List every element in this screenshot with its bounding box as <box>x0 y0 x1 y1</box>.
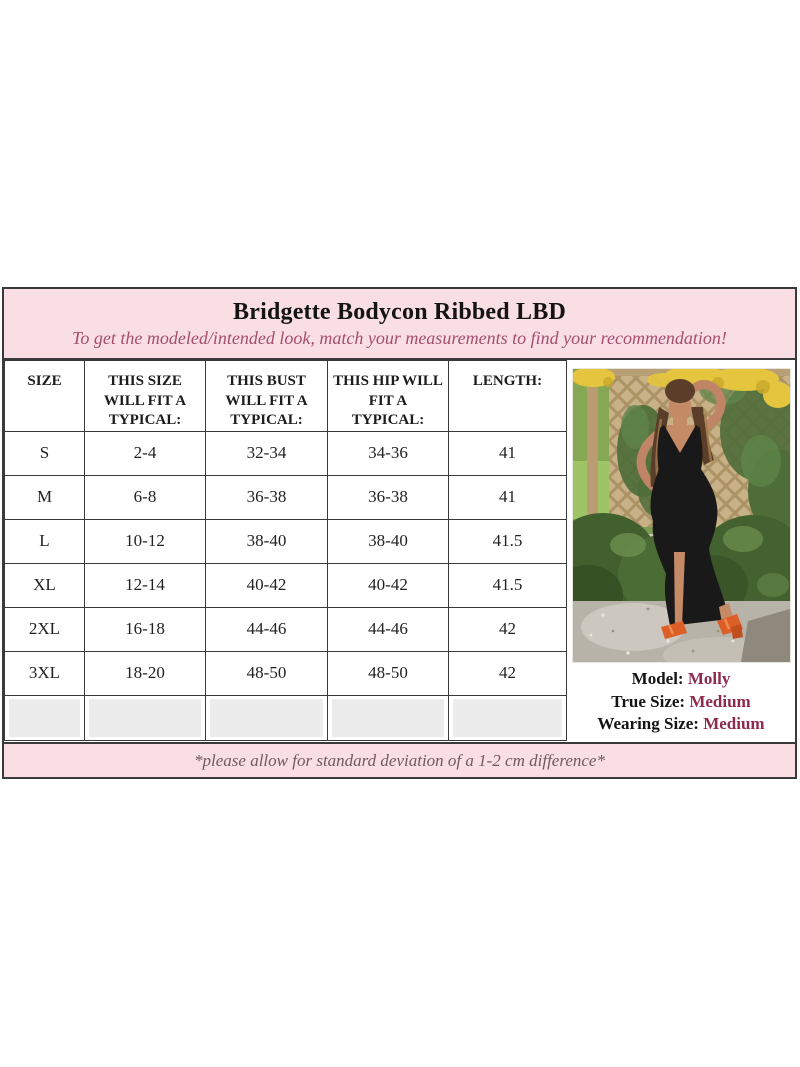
size-cell: XL <box>5 563 85 607</box>
hip-cell: 34-36 <box>328 431 449 475</box>
length-cell: 41 <box>449 431 567 475</box>
length-cell: 41.5 <box>449 563 567 607</box>
size-cell: 3XL <box>5 651 85 695</box>
model-name-line <box>597 668 764 691</box>
size-cell: S <box>5 431 85 475</box>
fits-cell: 12-14 <box>85 563 206 607</box>
wearing-size-value: Medium <box>703 714 765 734</box>
empty-cell <box>85 695 206 740</box>
column-header-size: SIZE <box>5 361 85 432</box>
chart-footer-band <box>4 742 795 777</box>
table-row-3xl <box>5 651 567 695</box>
hip-cell: 38-40 <box>328 519 449 563</box>
table-row-2xl <box>5 607 567 651</box>
hip-cell: 48-50 <box>328 651 449 695</box>
header-row <box>5 361 567 432</box>
table-row-m <box>5 475 567 519</box>
length-cell: 42 <box>449 651 567 695</box>
true-size-line <box>597 691 764 714</box>
table-row-empty <box>5 695 567 740</box>
bust-cell: 40-42 <box>206 563 328 607</box>
model-label: Model: <box>631 669 684 688</box>
model-photo-column <box>567 360 795 742</box>
bust-cell: 44-46 <box>206 607 328 651</box>
model-photo-illustration <box>573 369 790 662</box>
chart-subtitle: To get the modeled/intended look, match your measurements to find your recommendation! <box>72 327 727 348</box>
empty-cell <box>449 695 567 740</box>
column-header-hip: THIS HIP WILL FIT A TYPICAL: <box>328 361 449 432</box>
wearing-size-label: Wearing Size: <box>597 714 699 734</box>
model-name-value: Molly <box>687 669 731 688</box>
size-cell: M <box>5 475 85 519</box>
chart-main <box>4 360 795 742</box>
length-cell: 42 <box>449 607 567 651</box>
bust-cell: 32-34 <box>206 431 328 475</box>
hip-cell: 36-38 <box>328 475 449 519</box>
hip-cell: 44-46 <box>328 607 449 651</box>
empty-cell <box>206 695 328 740</box>
size-chart-sheet <box>2 287 797 779</box>
model-info <box>597 668 764 736</box>
size-cell: 2XL <box>5 607 85 651</box>
model-photo <box>572 368 791 663</box>
size-table <box>4 360 567 741</box>
table-row-l <box>5 519 567 563</box>
chart-header-band <box>4 289 795 360</box>
column-header-fits: THIS SIZE WILL FIT A TYPICAL: <box>85 361 206 432</box>
fits-cell: 16-18 <box>85 607 206 651</box>
true-size-value: Medium <box>689 691 751 711</box>
bust-cell: 36-38 <box>206 475 328 519</box>
length-cell: 41 <box>449 475 567 519</box>
fits-cell: 6-8 <box>85 475 206 519</box>
bust-cell: 48-50 <box>206 651 328 695</box>
wearing-size-line <box>597 713 764 736</box>
table-row-s <box>5 431 567 475</box>
column-header-length: LENGTH: <box>449 361 567 432</box>
bust-cell: 38-40 <box>206 519 328 563</box>
size-cell: L <box>5 519 85 563</box>
fits-cell: 2-4 <box>85 431 206 475</box>
fits-cell: 10-12 <box>85 519 206 563</box>
table-row-xl <box>5 563 567 607</box>
true-size-label: True Size: <box>611 691 686 711</box>
hip-cell: 40-42 <box>328 563 449 607</box>
length-cell: 41.5 <box>449 519 567 563</box>
empty-cell <box>5 695 85 740</box>
fits-cell: 18-20 <box>85 651 206 695</box>
deviation-note: *please allow for standard deviation of a 1-2 cm difference* <box>194 750 605 770</box>
product-title: Bridgette Bodycon Ribbed LBD <box>233 298 566 325</box>
empty-cell <box>328 695 449 740</box>
column-header-bust: THIS BUST WILL FIT A TYPICAL: <box>206 361 328 432</box>
